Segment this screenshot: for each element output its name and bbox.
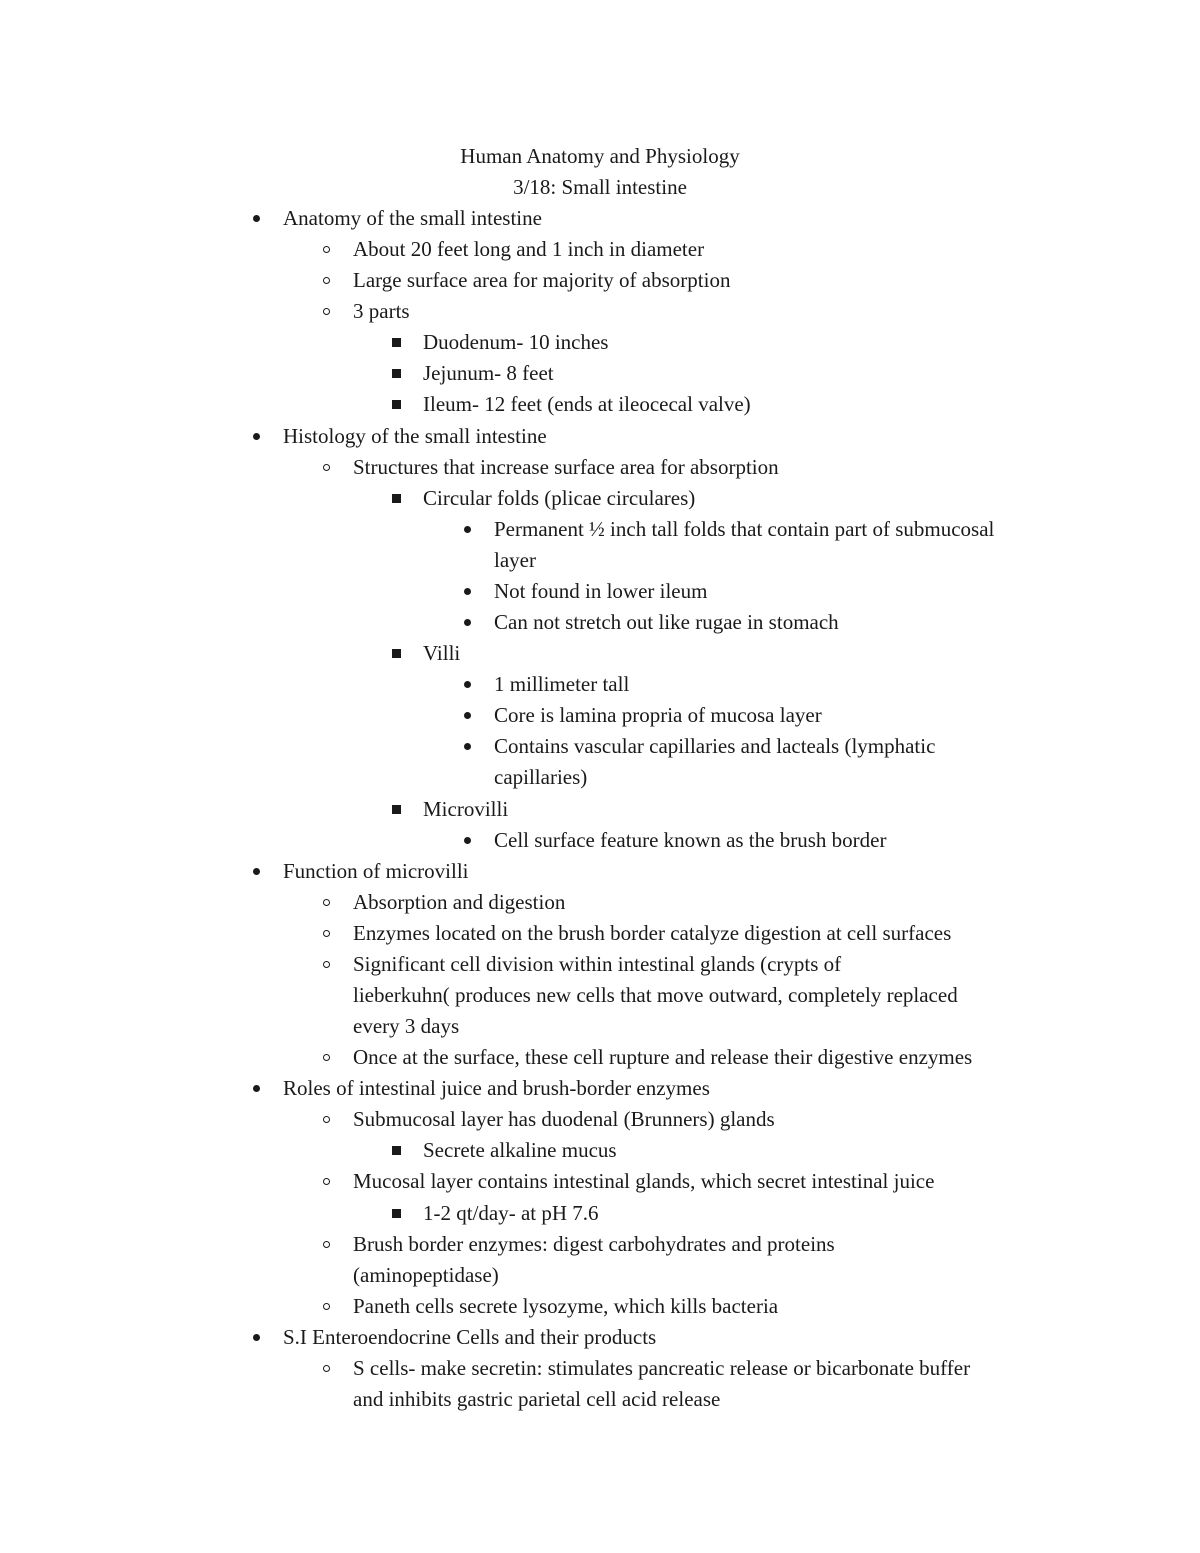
outline-item-text: S cells- make secretin: stimulates pancreatic release or bicarbonate buffer [353, 1356, 971, 1380]
outline-item-text: Paneth cells secrete lysozyme, which kills bacteria [353, 1294, 779, 1318]
bullet-square-icon [390, 327, 402, 358]
bullet-disc-icon [461, 669, 473, 700]
bullet-circle-icon [320, 918, 332, 949]
outline-item-text: (aminopeptidase) [353, 1263, 499, 1287]
outline-item-text: Can not stretch out like rugae in stomach [494, 610, 839, 634]
outline-item-text: and inhibits gastric parietal cell acid release [353, 1387, 721, 1411]
bullet-disc-icon [250, 203, 262, 234]
bullet-circle-icon [320, 1291, 332, 1322]
bullet-disc-icon [461, 514, 473, 545]
bullet-circle-icon [320, 1042, 332, 1073]
bullet-disc-icon [461, 731, 473, 762]
bullet-disc-icon [461, 825, 473, 856]
outline-item-text: Anatomy of the small intestine [283, 206, 542, 230]
bullet-circle-icon [320, 887, 332, 918]
bullet-circle-icon [320, 1353, 332, 1384]
outline-item-text: Duodenum- 10 inches [423, 330, 609, 354]
bullet-square-icon [390, 389, 402, 420]
bullet-disc-icon [461, 607, 473, 638]
bullet-disc-icon [250, 421, 262, 452]
bullet-circle-icon [320, 949, 332, 980]
document-title: Human Anatomy and Physiology [460, 144, 740, 168]
outline-item-text: Ileum- 12 feet (ends at ileocecal valve) [423, 392, 751, 416]
bullet-square-icon [390, 483, 402, 514]
bullet-circle-icon [320, 296, 332, 327]
outline-item-text: Large surface area for majority of absorption [353, 268, 731, 292]
outline-item-text: every 3 days [353, 1014, 460, 1038]
outline-item-text: Not found in lower ileum [494, 579, 708, 603]
outline-item-text: capillaries) [494, 765, 588, 789]
outline-item-text: Cell surface feature known as the brush border [494, 828, 887, 852]
outline-item-text: layer [494, 548, 536, 572]
outline-item-text: S.I Enteroendocrine Cells and their products [283, 1325, 657, 1349]
bullet-circle-icon [320, 1166, 332, 1197]
outline-item-text: lieberkuhn( produces new cells that move outward, completely replaced [353, 983, 958, 1007]
bullet-disc-icon [250, 1322, 262, 1353]
outline-item-text: About 20 feet long and 1 inch in diameter [353, 237, 705, 261]
bullet-disc-icon [461, 576, 473, 607]
outline-item-text: Histology of the small intestine [283, 424, 547, 448]
bullet-circle-icon [320, 1229, 332, 1260]
outline-item-text: Significant cell division within intestinal glands (crypts of [353, 952, 842, 976]
bullet-square-icon [390, 794, 402, 825]
outline-item-text: Once at the surface, these cell rupture and release their digestive enzymes [353, 1045, 973, 1069]
outline-item-text: Brush border enzymes: digest carbohydrates and proteins [353, 1232, 835, 1256]
outline-item-text: Villi [423, 641, 461, 665]
outline-item-text: Absorption and digestion [353, 890, 566, 914]
outline-item-text: Circular folds (plicae circulares) [423, 486, 696, 510]
outline-item-text: Roles of intestinal juice and brush-border enzymes [283, 1076, 710, 1100]
bullet-square-icon [390, 1198, 402, 1229]
bullet-disc-icon [461, 700, 473, 731]
outline-item-text: 3 parts [353, 299, 410, 323]
outline-item-text: Function of microvilli [283, 859, 469, 883]
outline-item-text: Jejunum- 8 feet [423, 361, 554, 385]
outline-item-text: Mucosal layer contains intestinal glands, which secret intestinal juice [353, 1169, 935, 1193]
outline-item-text: Submucosal layer has duodenal (Brunners) glands [353, 1107, 775, 1131]
outline-item-text: 1 millimeter tall [494, 672, 630, 696]
bullet-square-icon [390, 1135, 402, 1166]
outline-item-text: Secrete alkaline mucus [423, 1138, 617, 1162]
outline-item-text: 1-2 qt/day- at pH 7.6 [423, 1201, 599, 1225]
outline-item-text: Contains vascular capillaries and lacteals (lymphatic [494, 734, 936, 758]
outline-item-text: Structures that increase surface area for absorption [353, 455, 779, 479]
document-subtitle: 3/18: Small intestine [513, 175, 687, 199]
bullet-square-icon [390, 638, 402, 669]
bullet-circle-icon [320, 1104, 332, 1135]
bullet-circle-icon [320, 452, 332, 483]
outline-item-text: Enzymes located on the brush border catalyze digestion at cell surfaces [353, 921, 952, 945]
bullet-circle-icon [320, 234, 332, 265]
bullet-disc-icon [250, 1073, 262, 1104]
bullet-circle-icon [320, 265, 332, 296]
bullet-disc-icon [250, 856, 262, 887]
outline-item-text: Permanent ½ inch tall folds that contain part of submucosal [494, 517, 995, 541]
outline-item-text: Microvilli [423, 797, 509, 821]
bullet-square-icon [390, 358, 402, 389]
outline-item-text: Core is lamina propria of mucosa layer [494, 703, 822, 727]
